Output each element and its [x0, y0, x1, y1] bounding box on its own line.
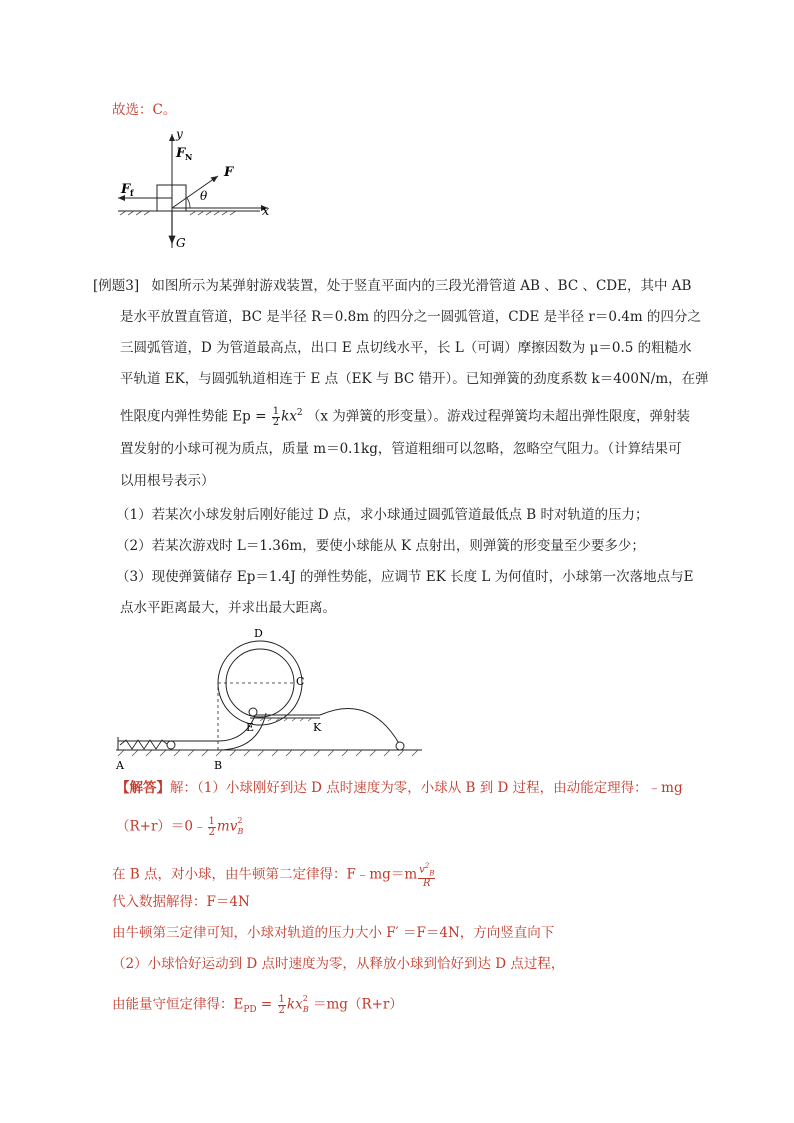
answer-choice: 故选：C。 [112, 102, 177, 118]
solution-line-4: 代入数据解得：F＝4N [112, 894, 250, 910]
label-k: K [313, 721, 322, 734]
problem-line-5: 性限度内弹性势能 Ep = $\frac{1}{2}$ $kx^2$ （x 为弹簧的形变量）。游戏过程弹簧均未超出弹性限度，弹射装 [120, 405, 691, 428]
problem-tag: [例题3] [93, 278, 140, 294]
problem-line-3: 三圆弧管道，D 为管道最高点，出口 E 点切线水平，长 L（可调）摩擦因数为 μ＝0.5 的粗糙水 [120, 340, 692, 356]
solution-text-1b: （R+r）＝0﹣ [116, 818, 207, 835]
problem-text-5b: （x 为弹簧的形变量）。游戏过程弹簧均未超出弹性限度，弹射装 [306, 408, 691, 425]
solution-text-6b: ＝mg（R+r） [313, 996, 403, 1013]
problem-line-4: 平轨道 EK，与圆弧轨道相连于 E 点（EK 与 BC 错开）。已知弹簧的劲度系数 k＝400N/m，在弹 [120, 371, 709, 387]
f-label: F [224, 165, 234, 180]
problem-text-5a: 性限度内弹性势能 Ep = [120, 408, 267, 425]
label-b: B [214, 759, 223, 772]
solution-line-3 [112, 861, 436, 889]
kx-term: kx [281, 408, 297, 425]
solution-line-6: （2）小球恰好运动到 D 点时速度为零，从释放小球到恰好到达 D 点过程， [112, 956, 565, 972]
problem-line-1 [93, 277, 691, 295]
problem-line-6: 置发射的小球可视为质点，质量 m＝0.1kg，管道粗细可以忽略，忽略空气阻力。（计算结果可 [120, 441, 682, 457]
solution-line-5: 由牛顿第三定律可知，小球对轨道的压力大小 F′ ＝F＝4N，方向竖直向下 [112, 925, 555, 941]
solution-line-7: 由能量守恒定律得：$E_{PD}$ = $\frac{1}{2}$ $kx^2_B =mg(R+r)$ [112, 993, 403, 1016]
force-diagram [110, 128, 280, 253]
question-3b: 点水平距离最大，并求出最大距离。 [120, 600, 336, 616]
label-e: E [246, 721, 255, 734]
half-fraction-3: $\frac{1}{2}$ [278, 993, 285, 1016]
ff-label: F [121, 182, 131, 197]
solution-tag: 【解答】 [116, 780, 170, 796]
label-a: A [116, 759, 124, 772]
vb-over-r: $\frac{v^2_B}{R}$ [419, 862, 435, 890]
fn-label: F [176, 146, 186, 161]
ff-sub: f [130, 188, 134, 198]
label-c: C [296, 675, 305, 688]
problem-line-7: 以用根号表示） [120, 473, 215, 489]
solution-text-6a: 由能量守恒定律得：E [112, 996, 244, 1013]
question-2: （2）若某次游戏时 L＝1.36m，要使小球能从 K 点射出，则弹簧的形变量至少要多少； [116, 538, 645, 554]
g-label: G [176, 236, 186, 250]
question-1: （1）若某次小球发射后刚好能过 D 点，求小球通过圆弧管道最低点 B 时对轨道的压力； [116, 507, 649, 523]
theta-label: θ [200, 189, 208, 203]
y-axis-label: y [176, 128, 183, 141]
problem-line-2: 是水平放置直管道，BC 是半径 R＝0.8m 的四分之一圆弧管道，CDE 是半径 r＝0.4m 的四分之 [120, 309, 701, 325]
solution-text-1a: 解：（1）小球刚好到达 D 点时速度为零，小球从 B 到 D 过程，由动能定理得：﹣mg [170, 780, 683, 796]
question-3a: （3）现使弹簧储存 Ep＝1.4J 的弹性势能，应调节 EK 长度 L 为何值时，小球第一次落地点与E [116, 569, 694, 585]
x-axis-label: x [262, 204, 270, 219]
fn-sub: N [185, 152, 193, 162]
half-fraction-2: $\frac{1}{2}$ [208, 815, 215, 838]
half-fraction: $\frac{1}{2}$ [272, 405, 280, 428]
solution-line-1 [116, 779, 683, 797]
track-diagram [110, 623, 430, 773]
solution-text-2: 在 B 点，对小球，由牛顿第二定律得：F﹣mg＝m [112, 866, 418, 883]
label-d: D [254, 627, 263, 640]
problem-text-1: 如图所示为某弹射游戏装置，处于竖直平面内的三段光滑管道 AB 、BC 、CDE，其中 AB [151, 278, 692, 294]
solution-line-2: （R+r）＝0﹣ $\frac{1}{2}$ $mv^2_B$ [116, 815, 244, 838]
